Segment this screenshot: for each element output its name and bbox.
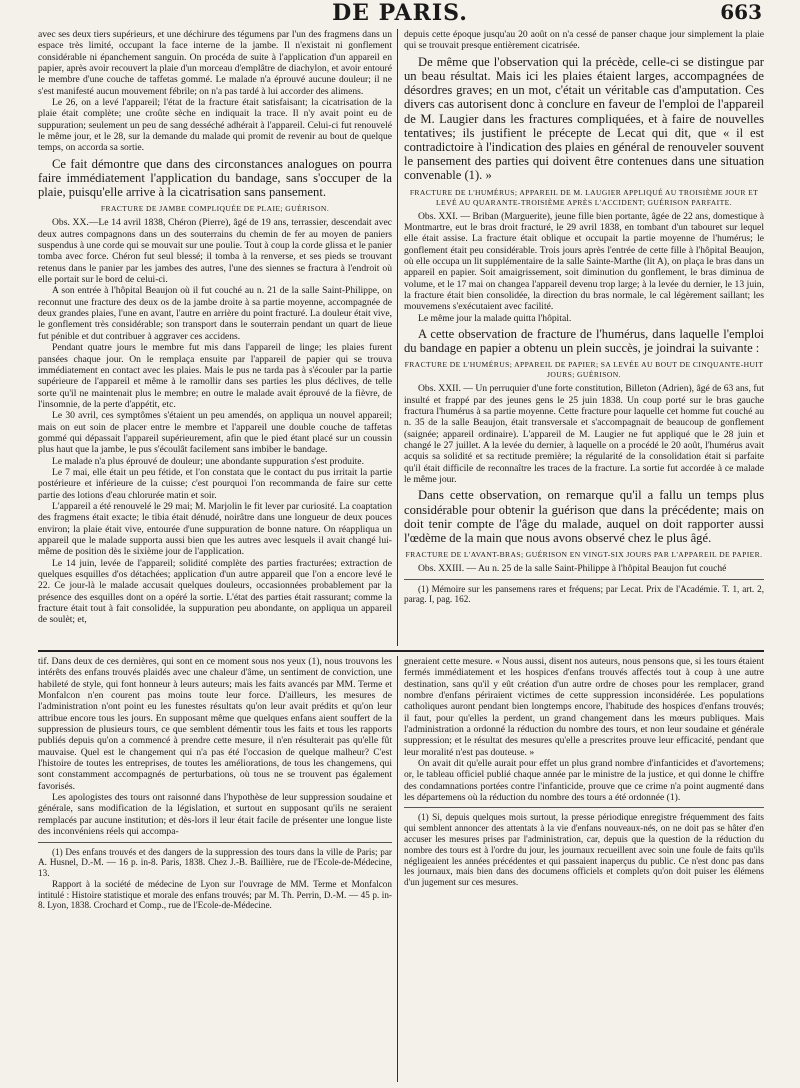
emphasis-paragraph: De même que l'observation qui la précède, celle-ci se distingue par un beau résultat. Mais ici les plaies étaient larges, accompagnées de désordres graves; en un mot, c'était un véritable cas d'amputation. Ces divers cas autorisent donc à conclure en faveur de l'emploi de l'appareil de M. Laugier dans les fractures compliquées, et à faire de nouvelles tentatives; ils justifient le précepte de Lecat qui dit, que « il est contradictoire à l'indication des plaies en général de renouveler souvent le pansement des parties qui doivent être contenues dans une situation convenable (1). » xyxy=(404,54,764,183)
paragraph: tif. Dans deux de ces dernières, qui sont en ce moment sous nos yeux (1), nous trouvons les intérêts des enfans trouvés plaidés avec une chaleur d'âme, un sentiment de conviction, une habileté de style, qui font honneur à leurs auteurs; mais les faits avancés par MM. Terme et Monfalcon n'en courent pas moins toute leur force. D'ailleurs, les mesures de l'administration n'ont point eu les funestes résultats qu'on leur avait prédits et qu'on leur attribue encore tous les jours. En supposant même que quelques enfans aient souffert de la suppression de plusieurs tours, ce que semblent démentir tous les faits et tous les rapports publiés depuis qu'on a commencé à prendre cette mesure, il n'en résulterait pas qu'elle fût mauvaise. Quel est le changement qui n'a pas été l'occasion de quelque malheur? C'est l'histoire de toutes les entreprises, de toutes les améliorations, de tous les changemens, qui sont constamment accompagnés de perturbations, où tous ne se trouvent pas également favorisés. xyxy=(38,656,392,792)
paragraph: gneraient cette mesure. « Nous aussi, disent nos auteurs, nous pensons que, si les tours étaient fermés immédiatement et les hospices d'enfans trouvés affectés tout à coup à une autre destination, sans qu'il y eût création d'un autre ordre de choses pour les remplacer, grand nombre d'enfans périraient victimes de cette suppression inconsidérée. Les populations catholiques auront pendant bien longtemps encore, l'habitude des hospices d'enfans trouvés; il faut, pour qu'elles la perdent, un grand changement dans les mœurs publiques. Mais l'administration a ordonné la réduction du nombre des tours, et non leur soudaine et générale suppression; et le résultat des mesures qu'elle a prescrites prouve leur efficacité, pendant que leur moralité n'est pas douteuse. » xyxy=(404,656,764,758)
paragraph: A son entrée à l'hôpital Beaujon où il fut couché au n. 21 de la salle Saint-Philippe, on reconnut une fracture des deux os de la jambe droite à sa partie moyenne, accompagnée de deux grandes plaies, l'une en avant, l'autre en arrière du point fracturé. La douleur était vive, le gonflement très considérable; son transport dans le souterrain pendant un quart de lieue fut pénible et dut contribuer à aggraver ces accidens. xyxy=(38,285,392,342)
paragraph: Le 30 avril, ces symptômes s'étaient un peu amendés, on appliqua un nouvel appareil; mais on eut soin de placer entre le membre et l'appareil une double couche de taffetas gommé qui dépassait l'appareil supérieurement, afin que le pied étant placé sur un coussin plus haut que la jambe, le pus s'écoulât facilement sans imbiber le bandage. xyxy=(38,410,392,456)
emphasis-paragraph: Dans cette observation, on remarque qu'il a fallu un temps plus considérable pour obtenir la guérison que dans la précédente; mais on doit tenir compte de l'âge du malade, auquel on doit rapporter aussi l'œdème de la main que nous avons observé chez le plus âgé. xyxy=(404,488,764,546)
paragraph: Le 14 juin, levée de l'appareil; solidité complète des parties fracturées; extraction de quelques esquilles d'os détachées; application d'un autre appareil que l'on a encore levé le 22. Ce jour-là le malade accusait quelques douleurs, occasionnées probablement par la présence des esquilles dont on a opéré la sortie. L'état des parties était rassurant; comme la fracture était tout à fait consolidée, la suppuration peu abondante, on appliqua un appareil de soulèt; et, xyxy=(38,557,392,626)
page-title: DE PARIS. xyxy=(332,0,468,26)
section-divider xyxy=(38,650,764,652)
paragraph: Le 26, on a levé l'appareil; l'état de la fracture était satisfaisant; la cicatrisation de la plaie était complète; une croûte sèche en indiquait la trace. Il n'y avait point eu de suppuration; seulement un peu de sang desséché adhérait à l'appareil. Celui-ci fut renouvelé le même jour, et le 28, sur la demande du malade qui promit de revenir au bout de quelque temps, on accorda sa sortie. xyxy=(38,97,392,154)
section-heading: FRACTURE DE L'HUMÉRUS; APPAREIL DE M. LAUGIER APPLIQUÉ AU TROISIÈME JOUR ET LEVÉ AU QUARANTE-TROISIÈME APRÈS L'ACCIDENT; GUÉRISON PARFAITE. xyxy=(409,187,759,207)
paragraph: Obs. XXIII. — Au n. 25 de la salle Saint-Philippe à l'hôpital Beaujon fut couché xyxy=(418,563,727,575)
column-divider xyxy=(397,656,398,1082)
bottom-left-column xyxy=(38,656,392,1082)
paragraph: Obs. XXI. — Briban (Marguerite), jeune fille bien portante, âgée de 22 ans, domestique à Montmartre, eut le bras droit fracturé, le 29 avril 1838, en tombant d'un tabouret sur lequel elle était assise. La fracture était oblique et occupait la partie moyenne de l'humérus; le gonflement était peu considérable. Trois jours après l'entrée de cette fille à l'hôpital Beaujon, où elle occupa un lit supplémentaire de la salle Sainte-Marthe (lit A), on plaça le bras dans un appareil en papier. Soit amaigrissement, soit diminution du gonflement, le bras diminua de volume, et le 17 mai on changea l'appareil devenu trop large; à la levée du dernier, le 13 juin, la fracture était bien consolidée, la direction du bras normale, le cal légèrement saillant; les mouvemens s'exécutaient avec facilité. xyxy=(404,210,764,313)
footnote: (1) Des enfans trouvés et des dangers de la suppression des tours dans la ville de Paris; par A. Husnel, D.-M. — 16 p. in-8. Paris, 1838. Chez J.-B. Baillière, rue de l'Ecole-de-Médecine, 13. xyxy=(38,846,392,879)
paragraph: Le 7 mai, elle était un peu fétide, et l'on constata que le contact du pus irritait la partie postérieure et inférieure de la cuisse; c'est pourquoi l'on recommanda de faire sur cette partie des lotions d'eau chlorurée matin et soir. xyxy=(38,466,392,501)
paragraph: L'appareil a été renouvelé le 29 mai; M. Marjolin le fit lever par curiosité. La coaptation des fragmens était exacte; le tibia était dénudé, noirâtre dans une longueur de deux pouces environ; la plaie était vive, entourée d'une suppuration de bonne nature. On réappliqua un appareil que le malade supporta aussi bien que les autres avec lesquels il avait changé lui-même de position dès le sixième jour de l'application. xyxy=(38,500,392,558)
right-column xyxy=(404,29,764,646)
paragraph: avec ses deux tiers supérieurs, et une déchirure des tégumens par l'un des fragmens dans un espace très limité, occupant la face interne de la jambe. Il n'existait ni gonflement considérable ni épanchement sanguin. On procéda de suite à l'application d'un appareil en papier, après avoir recouvert la plaie d'un morceau d'emplâtre de diachylon, et avoir entouré le membre d'une couche de taffetas gommé. Le malade n'a éprouvé aucune douleur; il ne s'est manifesté aucun mouvement fébrile; on n'a pas tardé à lui accorder des alimens. xyxy=(38,29,392,97)
masthead xyxy=(0,0,800,26)
paragraph: Pendant quatre jours le membre fut mis dans l'appareil de linge; les plaies furent pansées chaque jour. On le remplaça ensuite par l'appareil de papier qui se trouva immédiatement en contact avec les plaies. Mais le pus ne tarda pas à s'écouler par la partie supérieure de l'appareil et même à le ramollir dans ses parties les plus déclives, de telle sorte qu'il ne maintenait plus le membre; en outre le malade avait éprouvé de la fièvre, de l'insomnie, de la perte d'appétit, etc. xyxy=(38,342,392,410)
left-column xyxy=(38,29,392,646)
footnote-rule xyxy=(404,807,764,808)
paragraph: Le malade n'a plus éprouvé de douleur; une abondante suppuration s'est produite. xyxy=(52,455,364,467)
footnote: (1) Si, depuis quelques mois surtout, la presse périodique enregistre fréquemment des faits qui semblent annoncer des attentats à la vie d'enfans nouveaux-nés, on ne doit pas se hâter d'en accuser les mesures prises par l'administration, car, depuis que la question de la réduction du nombre des tours est à l'ordre du jour, les journaux recueillent avec soin une foule de faits qu'ils négligeaient les années précédentes et qui passaient inaperçus du public. Ce n'est donc pas dans les journaux, mais bien dans des documens officiels et complets qu'on doit puiser les élémens d'un jugement sur ces mesures. xyxy=(404,812,764,888)
emphasis-paragraph: Ce fait démontre que dans des circonstances analogues on pourra faire immédiatement l'application du bandage, sans s'occuper de la plaie, puisqu'elle arrive à la cicatrisation sans pansement. xyxy=(38,156,392,200)
paragraph: Obs. XXII. — Un perruquier d'une forte constitution, Billeton (Adrien), âgé de 63 ans, fut insulté et frappé par des jeunes gens le 25 juin 1838. Un coup porté sur le bras gauche fractura l'humérus à sa partie moyenne. Cette fracture pour laquelle cet homme fut couché au n. 35 de la salle Beaujon, était transversale et s'accompagnait de beaucoup de gonflement (saignée; appareil ordinaire). L'appareil de M. Laugier ne fut appliqué que le 28 juin et changé le 27 juillet. A la levée du dernier, à laquelle on a procédé le 20 août, l'humérus avait acquis sa solidité et sa rectitude première; la régularité de la consolidation était si parfaite qu'il était difficile de reconnaître les traces de la fracture. La sortie fut accordée à ce malade le même jour. xyxy=(404,383,764,486)
section-heading: FRACTURE DE JAMBE COMPLIQUÉE DE PLAIE; GUÉRISON. xyxy=(100,204,330,214)
emphasis-paragraph: A cette observation de fracture de l'humérus, dans laquelle l'emploi du bandage en papier a obtenu un plein succès, je joindrai la suivante : xyxy=(404,326,764,356)
paragraph: Le même jour la malade quitta l'hôpital. xyxy=(418,312,572,324)
column-divider xyxy=(397,29,398,646)
page-number: 663 xyxy=(720,0,762,24)
footnote-rule xyxy=(404,579,764,580)
paragraph: Les apologistes des tours ont raisonné dans l'hypothèse de leur suppression soudaine et générale, sans modification de la législation, et surtout en supposant qu'ils ne seraient remplacés par aucune institution; et dès-lors il leur était facile de présenter une longue liste des inconvéniens réels qui accompa- xyxy=(38,792,392,838)
footnote: (1) Mémoire sur les pansemens rares et fréquens; par Lecat. Prix de l'Académie. T. 1, art. 2, parag. I, pag. 162. xyxy=(404,583,764,605)
footnote: Rapport à la société de médecine de Lyon sur l'ouvrage de MM. Terme et Monfalcon intitulé : Histoire statistique et morale des enfans trouvés; par M. Th. Perrin, D.-M. — 45 p. in-8. Lyon, 1838. Crochard et Comp., rue de l'Ecole-de-Médecine. xyxy=(38,878,392,911)
bottom-right-column xyxy=(404,656,764,1082)
section-heading: FRACTURE DE L'AVANT-BRAS; GUÉRISON EN VINGT-SIX JOURS PAR L'APPAREIL DE PAPIER. xyxy=(405,550,763,560)
paragraph: Obs. XX.—Le 14 avril 1838, Chéron (Pierre), âgé de 19 ans, terrassier, descendait avec deux autres compagnons dans un des souterrains du chemin de fer au moyen de paniers suspendus à une corde qui se mouvait sur une poulie. Tout à coup la corde glissa et le panier tomba avec force. Chéron fut seul blessé; il tomba à la renverse, et ses pieds se trouvant retenus dans le panier par les jambes des autres, l'une des siennes se fractura à l'endroit où elle portait sur le bord de celui-ci. xyxy=(38,217,392,286)
section-heading: FRACTURE DE L'HUMÉRUS; APPAREIL DE PAPIER; SA LEVÉE AU BOUT DE CINQUANTE-HUIT JOURS; GUÉRISON. xyxy=(404,360,764,380)
paragraph: depuis cette époque jusqu'au 20 août on n'a cessé de panser chaque jour simplement la plaie qui se trouvait presque entièrement cicatrisée. xyxy=(404,29,764,52)
paragraph: On avait dit qu'elle aurait pour effet un plus grand nombre d'infanticides et d'avortemens; or, le tableau officiel publié chaque année par le ministre de la justice, et qui donne le chiffre des condamnations portées contre l'infanticide, prouve que ce crime n'a point augmenté dans les départemens où la réduction du nombre des tours a été ordonnée (1). xyxy=(404,758,764,804)
footnote-rule xyxy=(38,842,392,843)
